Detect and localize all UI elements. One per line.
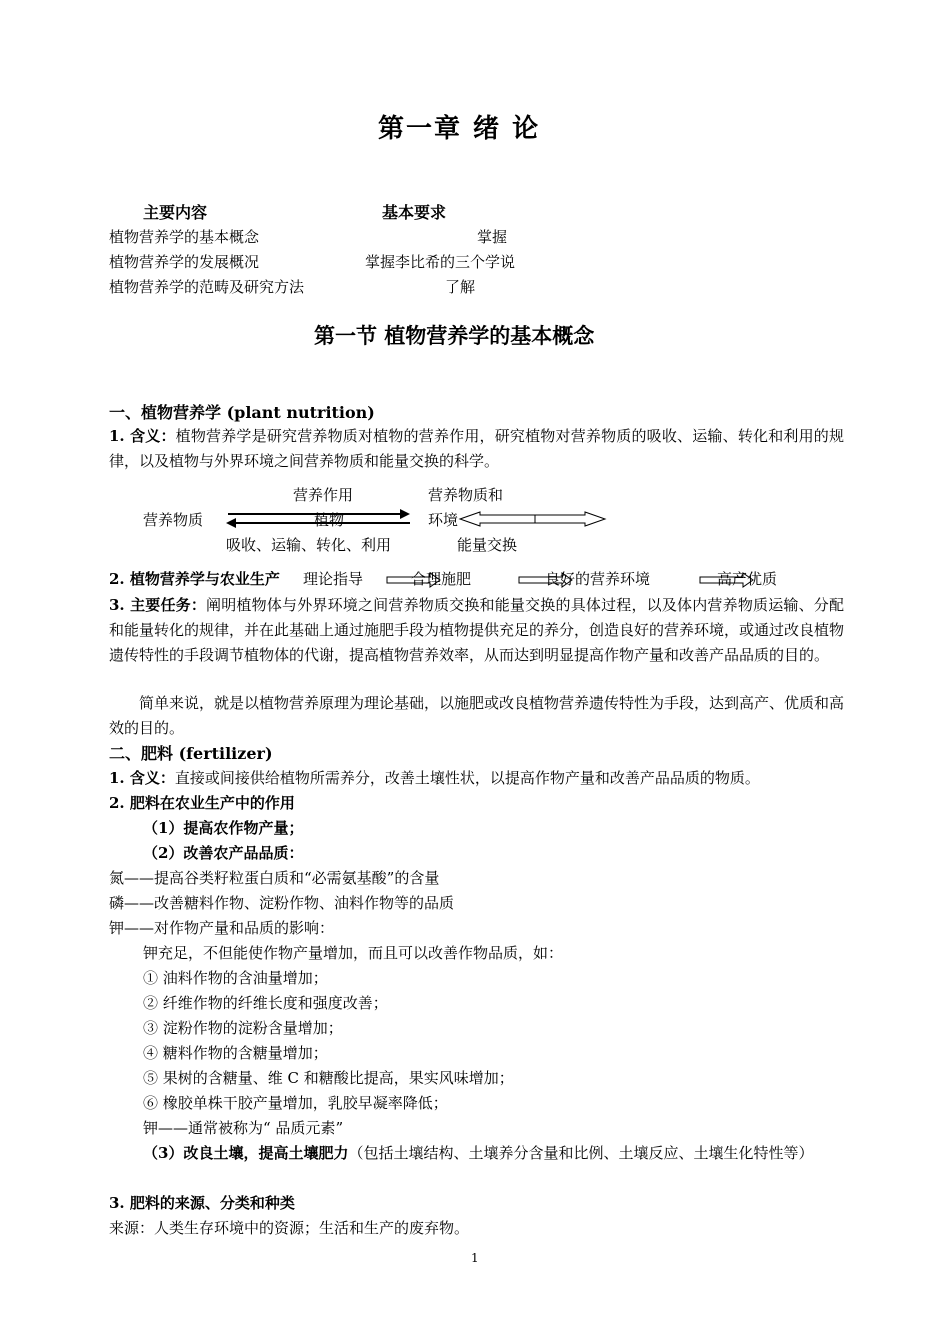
section-title: 第一节 植物营养学的基本概念 xyxy=(314,323,595,348)
chapter-title: 第一章 绪 论 xyxy=(378,114,541,144)
diagram-bottom-mid-label: 吸收、运输、转化、利用 xyxy=(226,536,392,554)
potassium-item-6: ⑥ 橡胶单株干胶产量增加，乳胶早凝率降低； xyxy=(143,1094,448,1112)
role-1: （1）提高农作物产量； xyxy=(143,819,304,837)
role-3 xyxy=(143,1142,813,1163)
role-3-title: （3）改良土壤，提高土壤肥力 xyxy=(143,1144,349,1162)
overview-content-1: 植物营养学的基本概念 xyxy=(109,228,260,246)
potassium-intro: 钾充足，不但能使作物产量增加，而且可以改善作物品质，如： xyxy=(143,944,564,962)
diagram-top-mid-label: 营养作用 xyxy=(293,486,354,504)
agri-label: 2. 植物营养学与农业生产 xyxy=(109,570,280,588)
part1-def-label: 1. 含义： xyxy=(109,427,176,445)
overview-requirement-2: 掌握李比希的三个学说 xyxy=(365,253,516,271)
part2-def-text: 直接或间接供给植物所需养分，改善土壤性状，以提高作物产量和改善产品品质的物质。 xyxy=(174,769,760,787)
arrow-right-top xyxy=(228,509,410,519)
nitrogen-line: 氮——提高谷类籽粒蛋白质和“必需氨基酸”的含量 xyxy=(109,869,440,887)
potassium-item-4: ④ 糖料作物的含糖量增加； xyxy=(143,1044,328,1062)
overview-content-2: 植物营养学的发展概况 xyxy=(109,253,260,271)
agri-chain-2: 合理施肥 xyxy=(411,570,472,588)
source-heading: 3. 肥料的来源、分类和种类 xyxy=(109,1194,295,1212)
diagram-center-label: 植物 xyxy=(314,511,345,529)
overview-requirement-3: 了解 xyxy=(445,278,476,296)
role-3-detail: （包括土壤结构、土壤养分含量和比例、土壤反应、土壤生化特性等） xyxy=(348,1144,814,1162)
part2-heading: 二、肥料 (fertilizer) xyxy=(109,744,273,763)
agri-chain-3: 良好的营养环境 xyxy=(545,570,651,588)
potassium-line: 钾——对作物产量和品质的影响： xyxy=(109,919,335,937)
task-label: 3. 主要任务： xyxy=(109,596,207,614)
page-number: 1 xyxy=(471,1251,479,1265)
diagram-top-right-label: 营养物质和 xyxy=(428,486,504,504)
potassium-item-5: ⑤ 果树的含糖量、维 C 和糖酸比提高，果实风味增加； xyxy=(143,1069,514,1087)
overview-requirement-1: 掌握 xyxy=(477,228,508,246)
potassium-item-2: ② 纤维作物的纤维长度和强度改善； xyxy=(143,994,388,1012)
potassium-note: 钾——通常被称为“ 品质元素” xyxy=(143,1119,344,1137)
role-2: （2）改善农产品品质： xyxy=(143,844,304,862)
part1-def-text: 植物营养学是研究营养物质对植物的营养作用，研究植物对营养物质的吸收、运输、转化和利用的规律，以及植物与外界环境之间营养物质和能量交换的科学。 xyxy=(109,427,844,470)
agri-chain-4: 高产优质 xyxy=(717,570,778,588)
part1-task xyxy=(109,593,844,668)
phosphorus-line: 磷——改善糖料作物、淀粉作物、油料作物等的品质 xyxy=(109,894,455,912)
overview-col2-header: 基本要求 xyxy=(382,203,447,222)
overview-content-3: 植物营养学的范畴及研究方法 xyxy=(109,278,305,296)
part2-def-label: 1. 含义： xyxy=(109,769,175,787)
diagram-right-label: 环境 xyxy=(428,511,459,529)
potassium-item-3: ③ 淀粉作物的淀粉含量增加； xyxy=(143,1019,343,1037)
source-text: 来源：人类生存环境中的资源；生活和生产的废弃物。 xyxy=(109,1219,470,1237)
part1-heading: 一、植物营养学 (plant nutrition) xyxy=(109,403,375,422)
part2-definition xyxy=(109,767,760,788)
arrow-left-bottom xyxy=(226,518,410,528)
diagram-bottom-right-label: 能量交换 xyxy=(457,536,518,554)
potassium-item-1: ① 油料作物的含油量增加； xyxy=(143,969,328,987)
diagram-left-label: 营养物质 xyxy=(143,511,204,529)
agri-chain-1: 理论指导 xyxy=(303,570,364,588)
part1-summary: 简单来说，就是以植物营养原理为理论基础，以施肥或改良植物营养遗传特性为手段，达到高产、优质和高效的目的。 xyxy=(109,694,845,737)
overview-col1-header: 主要内容 xyxy=(143,203,208,222)
task-text: 阐明植物体与外界环境之间营养物质交换和能量交换的具体过程，以及体内营养物质运输、分配和能量转化的规律，并在此基础上通过施肥手段为植物提供充足的养分，创造良好的营养环境，或通过改良植物遗传特性的手段调节植物体的代谢，提高植物营养效率，从而达到明显提高作物产量和改善产品品质的目的。 xyxy=(109,596,845,664)
exchange-double-arrow xyxy=(460,512,605,526)
role-heading: 2. 肥料在农业生产中的作用 xyxy=(109,794,295,812)
